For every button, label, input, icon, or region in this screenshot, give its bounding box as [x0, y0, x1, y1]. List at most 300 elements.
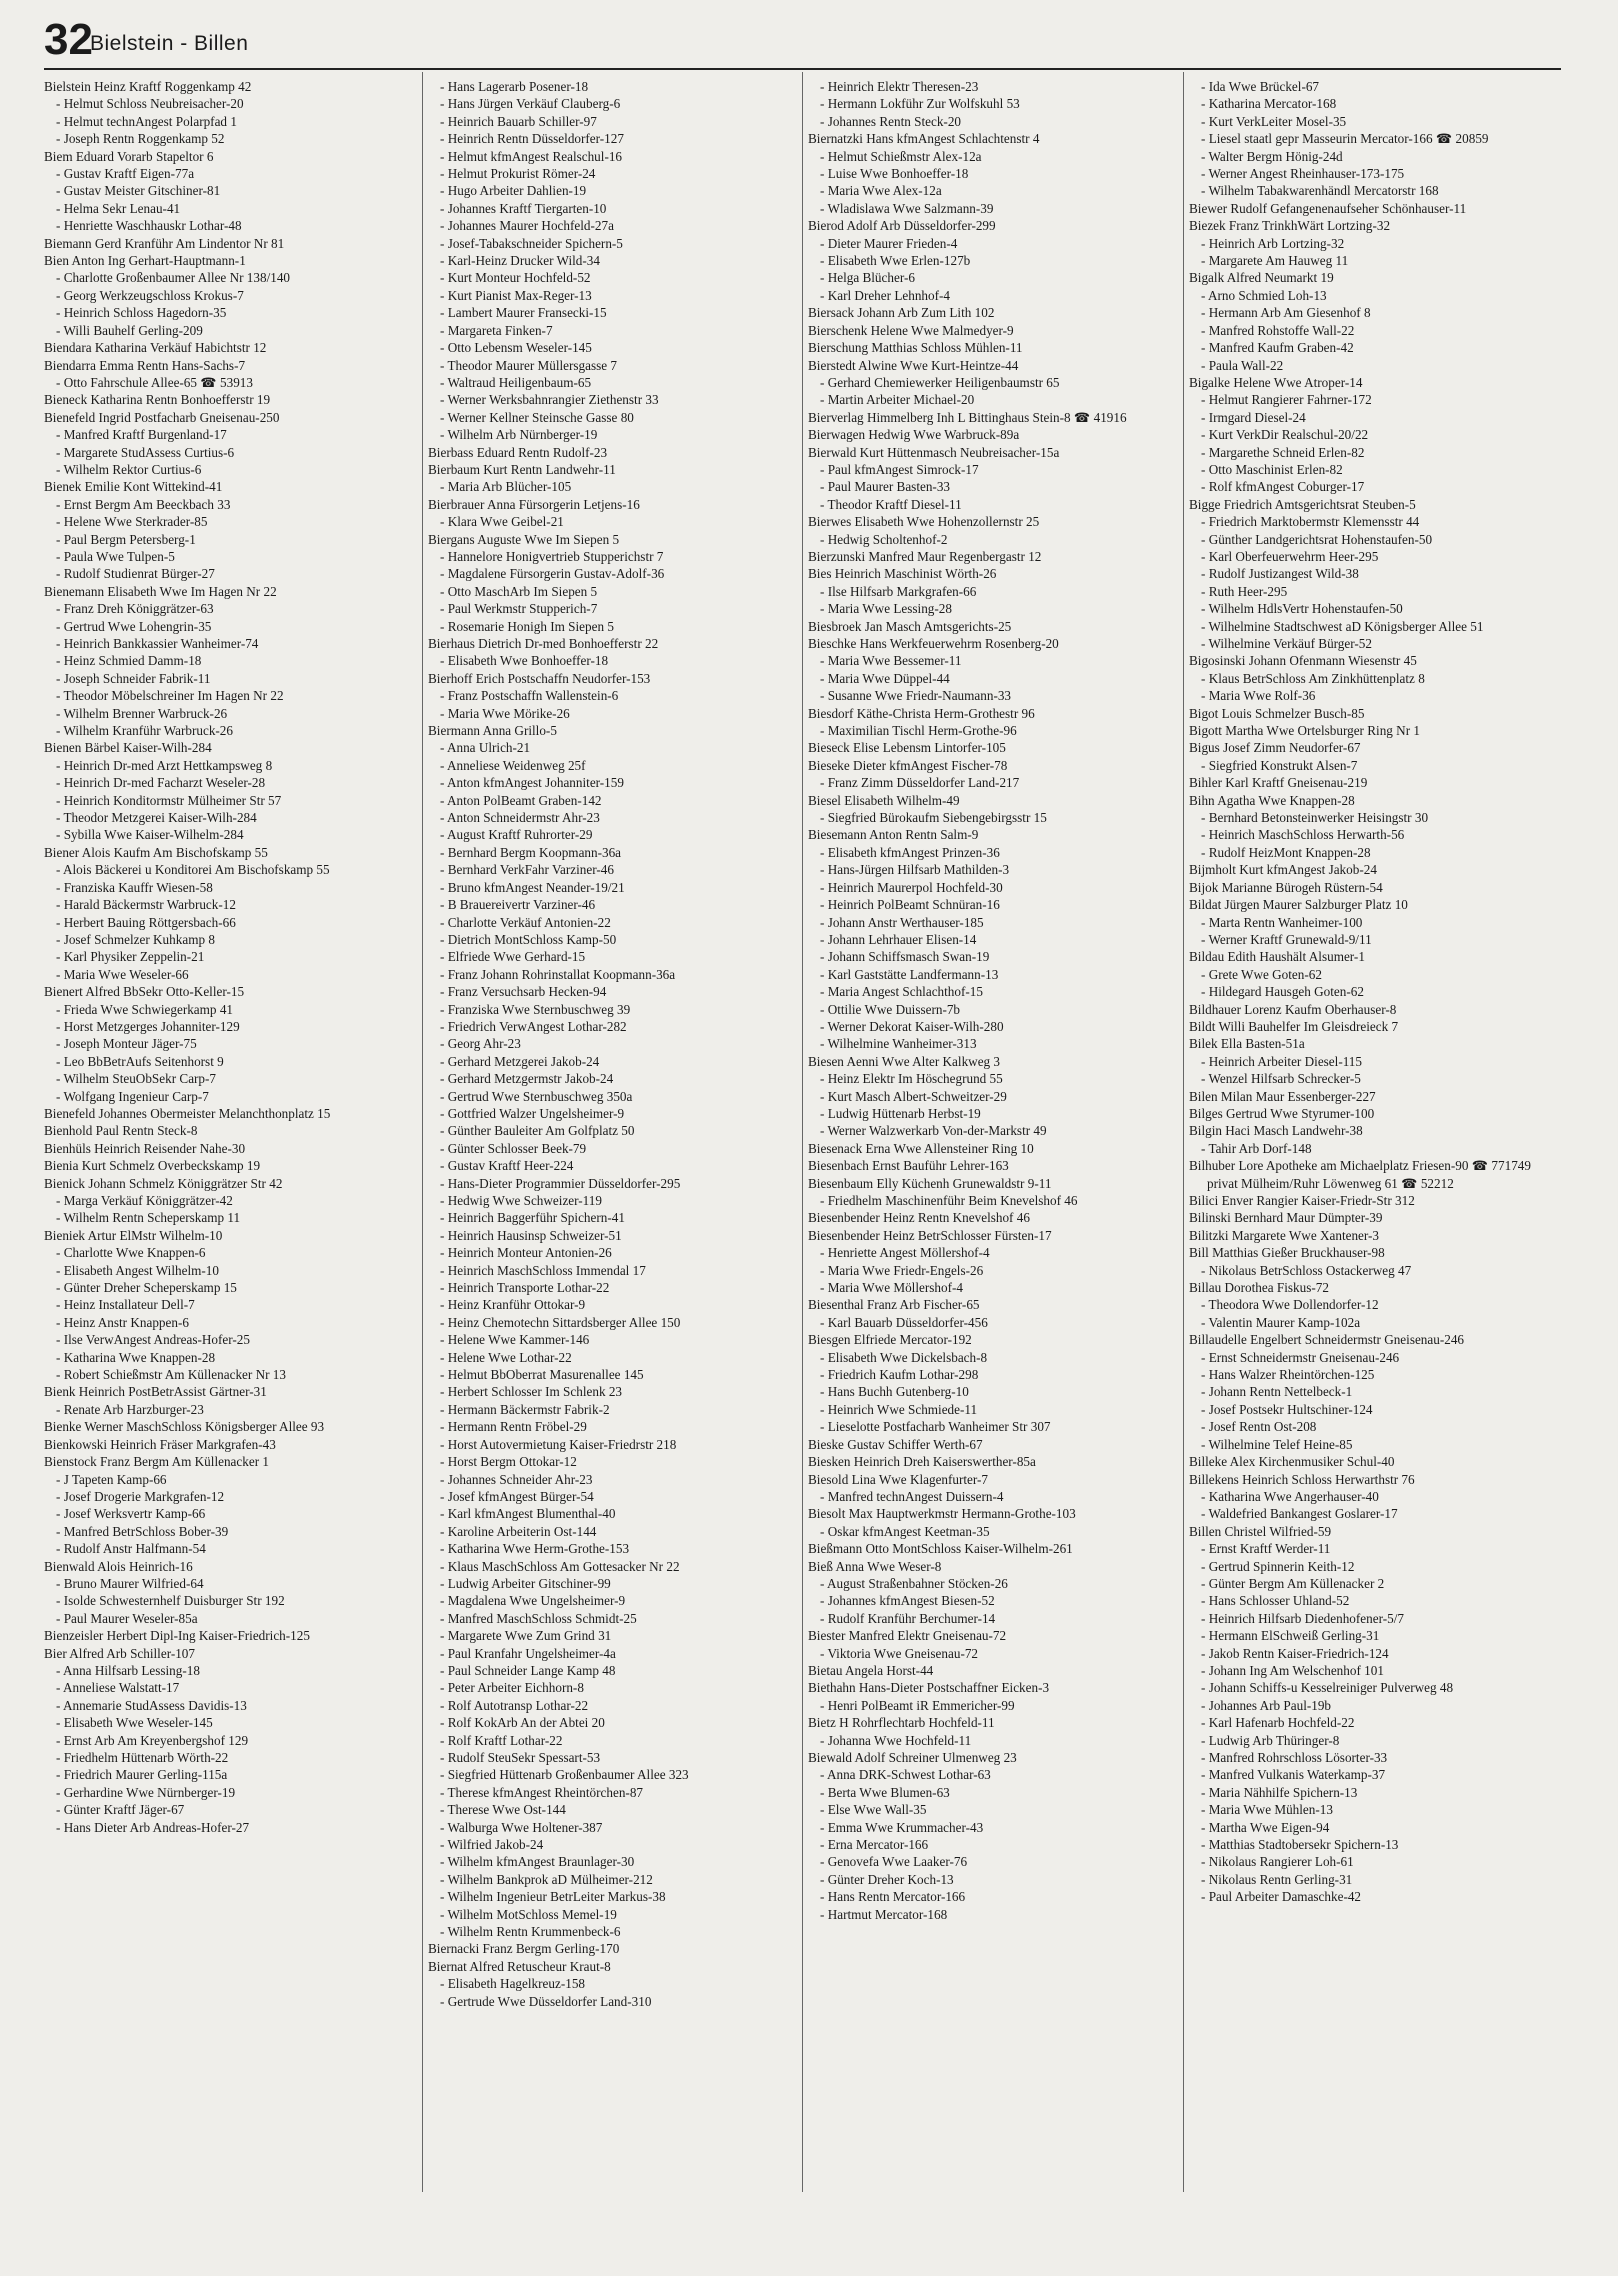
directory-entry: - Elisabeth Wwe Weseler-145	[56, 1715, 213, 1731]
directory-entry: - Elisabeth kfmAngest Prinzen-36	[820, 844, 1000, 860]
running-head: Bielstein - Billen	[90, 32, 249, 55]
column-divider	[1183, 72, 1184, 2192]
directory-entry: - Margarete StudAssess Curtius-6	[56, 444, 235, 460]
directory-entry: Biesgen Elfriede Mercator-192	[808, 1332, 972, 1348]
directory-entry: - Hans Walzer Rheintörchen-125	[1201, 1367, 1375, 1383]
directory-entry: Biesolt Max Hauptwerkmstr Hermann-Grothe-103	[808, 1506, 1076, 1522]
directory-entry: - Johannes Schneider Ahr-23	[440, 1471, 593, 1487]
directory-entry: - Helmut BbOberrat Masurenallee 145	[440, 1367, 644, 1383]
directory-entry: Biener Alois Kaufm Am Bischofskamp 55	[44, 844, 268, 860]
directory-entry: Bienhüls Heinrich Reisender Nahe-30	[44, 1140, 246, 1156]
directory-entry: - August Straßenbahner Stöcken-26	[820, 1575, 1008, 1591]
directory-entry: Bijok Marianne Bürogeh Rüstern-54	[1189, 879, 1383, 895]
directory-entry: - Margarete Am Hauweg 11	[1201, 253, 1349, 269]
directory-entry: - Karl Gaststätte Landfermann-13	[820, 966, 999, 982]
directory-entry: Biesenthal Franz Arb Fischer-65	[808, 1297, 980, 1313]
directory-entry: - Jakob Rentn Kaiser-Friedrich-124	[1201, 1645, 1389, 1661]
directory-entry: Bigge Friedrich Amtsgerichtsrat Steuben-5	[1189, 496, 1416, 512]
directory-entry: - August Kraftf Ruhrorter-29	[440, 827, 593, 843]
directory-entry: - Otto Fahrschule Allee-65 ☎ 53913	[56, 374, 253, 390]
directory-entry: - Werner Kellner Steinsche Gasse 80	[440, 409, 634, 425]
directory-entry: - Margarete Wwe Zum Grind 31	[440, 1628, 612, 1644]
directory-entry: - Manfred technAngest Duissern-4	[820, 1488, 1004, 1504]
directory-entry: - Josef-Tabakschneider Spichern-5	[440, 235, 623, 251]
directory-entry: Bilitzki Margarete Wwe Xantener-3	[1189, 1227, 1380, 1243]
directory-entry: - Paul Kranfahr Ungelsheimer-4a	[440, 1645, 616, 1661]
directory-entry: Billaudelle Engelbert Schneidermstr Gneisenau-246	[1189, 1332, 1465, 1348]
directory-entry: Bilici Enver Rangier Kaiser-Friedr-Str 312	[1189, 1193, 1415, 1208]
directory-entry: - Matthias Stadtobersekr Spichern-13	[1201, 1837, 1399, 1853]
directory-entry: - Friedrich Marktobermstr Klemensstr 44	[1201, 514, 1420, 530]
directory-entry: Bieneck Katharina Rentn Bonhoefferstr 19	[44, 392, 271, 408]
directory-entry: - Hermann Bäckermstr Fabrik-2	[440, 1401, 610, 1417]
directory-entry: - Johannes kfmAngest Biesen-52	[820, 1593, 995, 1609]
directory-entry: - Isolde Schwesternhelf Duisburger Str 192	[56, 1593, 285, 1609]
directory-entry: - Therese kfmAngest Rheintörchen-87	[440, 1784, 644, 1800]
directory-entry: - Magdalene Fürsorgerin Gustav-Adolf-36	[440, 566, 665, 582]
directory-entry: Bienek Emilie Kont Wittekind-41	[44, 479, 223, 495]
directory-entry: - Rosemarie Honigh Im Siepen 5	[440, 618, 614, 634]
directory-entry: - Wilhelm HdlsVertr Hohenstaufen-50	[1201, 601, 1403, 617]
directory-entry: Bigott Martha Wwe Ortelsburger Ring Nr 1	[1189, 723, 1420, 739]
directory-entry: Biesel Elisabeth Wilhelm-49	[808, 792, 960, 808]
directory-entry: Bildt Willi Bauhelfer Im Gleisdreieck 7	[1189, 1018, 1399, 1034]
directory-entry: Bienick Johann Schmelz Königgrätzer Str 42	[44, 1175, 283, 1191]
directory-entry: - Bernhard Bergm Koopmann-36a	[440, 844, 622, 860]
directory-entry: - Gustav Kraftf Heer-224	[440, 1158, 574, 1174]
directory-entry: - Helmut Prokurist Römer-24	[440, 166, 596, 182]
directory-entry: - Günter Dreher Scheperskamp 15	[56, 1280, 237, 1296]
directory-entry: - Horst Autovermietung Kaiser-Friedrstr 218	[440, 1436, 677, 1452]
directory-entry: Biermann Anna Grillo-5	[428, 723, 557, 739]
directory-entry: Bietz H Rohrflechtarb Hochfeld-11	[808, 1715, 995, 1731]
directory-entry: - Heinrich Elektr Theresen-23	[820, 79, 979, 94]
directory-entry: Bigalke Helene Wwe Atroper-14	[1189, 374, 1363, 390]
directory-entry: Bienefeld Johannes Obermeister Melanchthonplatz 15	[44, 1105, 331, 1121]
directory-entry: - Friedrich VerwAngest Lothar-282	[440, 1018, 627, 1034]
directory-entry: Biester Manfred Elektr Gneisenau-72	[808, 1628, 1007, 1644]
directory-entry: Bierod Adolf Arb Düsseldorfer-299	[808, 218, 996, 234]
directory-entry: - Walter Bergm Hönig-24d	[1201, 148, 1343, 164]
directory-entry: - Wilhelm Kranführ Warbruck-26	[56, 723, 233, 739]
directory-entry: - Josef Schmelzer Kuhkamp 8	[56, 931, 215, 947]
directory-entry: - Manfred Rohrschloss Lösorter-33	[1201, 1750, 1388, 1765]
directory-entry: - Waltraud Heiligenbaum-65	[440, 374, 592, 390]
directory-entry: - Helma Sekr Lenau-41	[56, 200, 181, 216]
directory-entry: - Bruno Maurer Wilfried-64	[56, 1575, 204, 1591]
directory-entry: - Horst Metzgerges Johanniter-129	[56, 1018, 240, 1034]
directory-entry: - Wilhelm kfmAngest Braunlager-30	[440, 1854, 635, 1870]
directory-entry: - Kurt Monteur Hochfeld-52	[440, 270, 591, 286]
directory-entry: - Genovefa Wwe Laaker-76	[820, 1854, 968, 1870]
directory-entry: - Helmut Schießmstr Alex-12a	[820, 148, 982, 164]
directory-entry: - Paul Arbeiter Damaschke-42	[1201, 1889, 1362, 1905]
directory-entry: Bier Alfred Arb Schiller-107	[44, 1645, 195, 1661]
directory-entry: - Günter Kraftf Jäger-67	[56, 1802, 185, 1818]
directory-entry: - Kurt VerkDir Realschul-20/22	[1201, 427, 1369, 443]
directory-entry: - Charlotte Wwe Knappen-6	[56, 1245, 206, 1261]
directory-entry: - Marga Verkäuf Königgrätzer-42	[56, 1193, 233, 1208]
directory-entry: - Josef kfmAngest Bürger-54	[440, 1488, 594, 1504]
directory-entry: - Gottfried Walzer Ungelsheimer-9	[440, 1105, 625, 1121]
directory-entry: - Liesel staatl gepr Masseurin Mercator-166 ☎ 20859	[1201, 131, 1489, 147]
directory-entry: Biesenbach Ernst Bauführ Lehrer-163	[808, 1158, 1009, 1174]
directory-entry: Bieseke Dieter kfmAngest Fischer-78	[808, 757, 1008, 773]
directory-entry: Bilgin Haci Masch Landwehr-38	[1189, 1123, 1363, 1139]
directory-entry: - Ernst Arb Am Kreyenbergshof 129	[56, 1732, 249, 1748]
directory-entry: - Karl kfmAngest Blumenthal-40	[440, 1506, 616, 1522]
directory-entry: Biersack Johann Arb Zum Lith 102	[808, 305, 995, 321]
directory-entry: - Maria Wwe Weseler-66	[56, 966, 189, 982]
directory-entry: - Paul Bergm Petersberg-1	[56, 531, 196, 547]
directory-entry: - Ernst Kraftf Werder-11	[1201, 1541, 1331, 1557]
directory-entry: Bierverlag Himmelberg Inh L Bittinghaus Stein-8 ☎ 41916	[808, 409, 1127, 425]
directory-entry: - Emma Wwe Krummacher-43	[820, 1819, 984, 1835]
directory-entry: - Josef Drogerie Markgrafen-12	[56, 1488, 225, 1504]
directory-entry: - Maria Wwe Möllershof-4	[820, 1280, 963, 1296]
directory-entry: - Elisabeth Wwe Bonhoeffer-18	[440, 653, 609, 669]
directory-entry: - Maria Wwe Alex-12a	[820, 183, 942, 199]
directory-entry: - Margareta Finken-7	[440, 322, 553, 338]
directory-entry: - Heinrich Hausinsp Schweizer-51	[440, 1227, 622, 1243]
directory-entry: - Manfred Rohstoffe Wall-22	[1201, 322, 1355, 338]
directory-entry: - Heinrich Monteur Antonien-26	[440, 1245, 612, 1261]
directory-entry: - Karl-Heinz Drucker Wild-34	[440, 253, 600, 269]
directory-entry: Bienwald Alois Heinrich-16	[44, 1558, 193, 1574]
directory-entry: - Herbert Bauing Röttgersbach-66	[56, 914, 236, 930]
directory-entry: - Martin Arbeiter Michael-20	[820, 392, 975, 408]
directory-entry: - Heinrich Arbeiter Diesel-115	[1201, 1053, 1362, 1069]
directory-entry: - Ilse VerwAngest Andreas-Hofer-25	[56, 1332, 250, 1348]
directory-column-4	[1189, 78, 1551, 2253]
directory-entry: - Theodora Wwe Dollendorfer-12	[1201, 1297, 1379, 1313]
directory-entry: - Heinz Elektr Im Höschegrund 55	[820, 1071, 1003, 1087]
directory-entry: - Katharina Wwe Herm-Grothe-153	[440, 1541, 630, 1557]
directory-entry: - Maria Wwe Lessing-28	[820, 601, 952, 617]
directory-entry: - Gustav Kraftf Eigen-77a	[56, 166, 195, 182]
directory-entry: - Heinrich PolBeamt Schnüran-16	[820, 897, 1000, 913]
header-rule	[44, 68, 1561, 70]
directory-entry: Bildau Edith Haushält Alsumer-1	[1189, 949, 1365, 965]
directory-entry: - Marta Rentn Wanheimer-100	[1201, 914, 1363, 930]
directory-entry: Billau Dorothea Fiskus-72	[1189, 1280, 1329, 1296]
directory-entry: Billen Christel Wilfried-59	[1189, 1523, 1332, 1539]
directory-entry: Biesemann Anton Rentn Salm-9	[808, 827, 979, 843]
directory-entry: - Anneliese Weidenweg 25f	[440, 757, 586, 773]
directory-entry: - Johann Lehrhauer Elisen-14	[820, 931, 977, 947]
directory-entry: - Paul Maurer Weseler-85a	[56, 1610, 198, 1626]
directory-entry: - Heinz Kranführ Ottokar-9	[440, 1297, 586, 1313]
directory-entry: - Ludwig Arb Thüringer-8	[1201, 1732, 1340, 1748]
directory-entry: - Hugo Arbeiter Dahlien-19	[440, 183, 587, 199]
directory-entry: - Kurt Masch Albert-Schweitzer-29	[820, 1088, 1007, 1104]
directory-entry: - Leo BbBetrAufs Seitenhorst 9	[56, 1053, 224, 1069]
directory-entry: - Harald Bäckermstr Warbruck-12	[56, 897, 236, 913]
directory-entry: Bildat Jürgen Maurer Salzburger Platz 10	[1189, 897, 1408, 913]
directory-entry: - Theodor Möbelschreiner Im Hagen Nr 22	[56, 688, 284, 704]
directory-entry: - Nikolaus Rentn Gerling-31	[1201, 1871, 1353, 1887]
directory-entry: - Karl Hafenarb Hochfeld-22	[1201, 1715, 1355, 1731]
directory-entry: - Kurt Pianist Max-Reger-13	[440, 287, 592, 303]
directory-entry: - Franz Zimm Düsseldorfer Land-217	[820, 775, 1020, 791]
directory-entry: Bildhauer Lorenz Kaufm Oberhauser-8	[1189, 1001, 1397, 1017]
directory-entry: - Bernhard Betonsteinwerker Heisingstr 30	[1201, 810, 1429, 826]
directory-entry: Bies Heinrich Maschinist Wörth-26	[808, 566, 997, 582]
directory-entry: - B Brauereivertr Varziner-46	[440, 897, 596, 913]
directory-entry: - Johannes Kraftf Tiergarten-10	[440, 200, 607, 216]
directory-entry: - Klara Wwe Geibel-21	[440, 514, 564, 530]
directory-entry: - Heinrich Dr-med Arzt Hettkampsweg 8	[56, 757, 273, 773]
directory-entry: - Johann Schiffs-u Kesselreiniger Pulverweg 48	[1201, 1680, 1454, 1696]
directory-entry: - Joseph Rentn Roggenkamp 52	[56, 131, 225, 147]
directory-entry: - Wilhelm Brenner Warbruck-26	[56, 705, 228, 721]
directory-entry: - Maria Wwe Friedr-Engels-26	[820, 1262, 984, 1278]
directory-entry: - Hans Lagerarb Posener-18	[440, 79, 589, 94]
directory-entry: Bihn Agatha Wwe Knappen-28	[1189, 792, 1355, 808]
directory-entry: - Wenzel Hilfsarb Schrecker-5	[1201, 1071, 1361, 1087]
directory-entry: - Hermann Arb Am Giesenhof 8	[1201, 305, 1371, 321]
directory-entry: Bilges Gertrud Wwe Styrumer-100	[1189, 1105, 1375, 1121]
directory-entry: - Paula Wwe Tulpen-5	[56, 548, 175, 564]
directory-entry: - Anna Hilfsarb Lessing-18	[56, 1662, 200, 1678]
directory-entry: Bienkowski Heinrich Fräser Markgrafen-43	[44, 1436, 276, 1452]
directory-entry: - Johannes Rentn Steck-20	[820, 113, 962, 129]
directory-entry: - Rolf Kraftf Lothar-22	[440, 1732, 563, 1748]
directory-entry: - Paula Wall-22	[1201, 357, 1284, 373]
directory-entry: - Hildegard Hausgeh Goten-62	[1201, 984, 1364, 1000]
directory-entry: - Franziska Kauffr Wiesen-58	[56, 879, 213, 895]
directory-entry: - Franz Postschaffn Wallenstein-6	[440, 688, 619, 704]
directory-entry: - Helga Blücher-6	[820, 270, 915, 286]
directory-entry: Bierwes Elisabeth Wwe Hohenzollernstr 25	[808, 514, 1040, 530]
directory-entry: - Johann Anstr Werthauser-185	[820, 914, 984, 930]
directory-entry: - Gerhard Metzgerei Jakob-24	[440, 1053, 600, 1069]
directory-entry: Bienia Kurt Schmelz Overbeckskamp 19	[44, 1158, 261, 1174]
directory-entry: - Johann Ing Am Welschenhof 101	[1201, 1662, 1384, 1678]
directory-entry: - Dieter Maurer Frieden-4	[820, 235, 958, 251]
directory-entry: Bierwald Kurt Hüttenmasch Neubreisacher-15a	[808, 444, 1060, 460]
directory-entry: - Ottilie Wwe Duissern-7b	[820, 1001, 961, 1017]
directory-entry: Bienert Alfred BbSekr Otto-Keller-15	[44, 984, 245, 1000]
directory-entry: - Berta Wwe Blumen-63	[820, 1784, 950, 1800]
directory-entry: Bießmann Otto MontSchloss Kaiser-Wilhelm-261	[808, 1541, 1073, 1557]
directory-entry: - Maximilian Tischl Herm-Grothe-96	[820, 723, 1017, 739]
directory-entry: - Karl Physiker Zeppelin-21	[56, 949, 205, 965]
directory-entry: - Annemarie StudAssess Davidis-13	[56, 1697, 247, 1713]
directory-entry: - Rudolf Studienrat Bürger-27	[56, 566, 215, 582]
directory-entry: Biernat Alfred Retuscheur Kraut-8	[428, 1958, 611, 1974]
directory-entry: - Lieselotte Postfacharb Wanheimer Str 307	[820, 1419, 1051, 1435]
directory-entry: - Karl Bauarb Düsseldorfer-456	[820, 1314, 988, 1330]
directory-entry: - Arno Schmied Loh-13	[1201, 287, 1327, 303]
directory-entry: - Günter Dreher Koch-13	[820, 1871, 954, 1887]
directory-entry: - Gustav Meister Gitschiner-81	[56, 183, 221, 199]
directory-entry: - Werner Kraftf Grunewald-9/11	[1201, 931, 1372, 947]
directory-entry: - Rolf KokArb An der Abtei 20	[440, 1715, 605, 1731]
directory-entry: - Irmgard Diesel-24	[1201, 409, 1306, 425]
directory-entry: Bielstein Heinz Kraftf Roggenkamp 42	[44, 79, 252, 94]
directory-entry: Biesbroek Jan Masch Amtsgerichts-25	[808, 618, 1012, 634]
directory-entry: - Otto Lebensm Weseler-145	[440, 340, 592, 356]
directory-entry: - Anton PolBeamt Graben-142	[440, 792, 602, 808]
directory-entry: - Ernst Bergm Am Beeckbach 33	[56, 496, 231, 512]
directory-entry: - Anton Schneidermstr Ahr-23	[440, 810, 600, 826]
directory-entry: - Helene Wwe Sterkrader-85	[56, 514, 208, 530]
directory-entry: Bilhuber Lore Apotheke am Michaelplatz Friesen-90 ☎ 771749 privat Mülheim/Ruhr Löwenweg 61 ☎ 52212	[1189, 1158, 1531, 1191]
directory-entry: - Ernst Schneidermstr Gneisenau-246	[1201, 1349, 1400, 1365]
directory-entry: Bienhold Paul Rentn Steck-8	[44, 1123, 198, 1139]
directory-entry: - Heinrich Wwe Schmiede-11	[820, 1401, 978, 1417]
directory-entry: - Franz Versuchsarb Hecken-94	[440, 984, 607, 1000]
directory-entry: - Josef Werksvertr Kamp-66	[56, 1506, 206, 1522]
directory-entry: - Rudolf SteuSekr Spessart-53	[440, 1750, 601, 1765]
directory-entry: Bieske Gustav Schiffer Werth-67	[808, 1436, 983, 1452]
directory-entry: - Wilhelm Tabakwarenhändl Mercatorstr 168	[1201, 183, 1439, 199]
directory-entry: - Paul Schneider Lange Kamp 48	[440, 1662, 616, 1678]
directory-column-1	[44, 78, 406, 2253]
directory-entry: - Sybilla Wwe Kaiser-Wilhelm-284	[56, 827, 244, 843]
directory-entry: Bien Anton Ing Gerhart-Hauptmann-1	[44, 253, 246, 269]
directory-entry: - Maria Nähhilfe Spichern-13	[1201, 1784, 1358, 1800]
directory-entry: - Friedhelm Hüttenarb Wörth-22	[56, 1750, 229, 1765]
directory-entry: Biergans Auguste Wwe Im Siepen 5	[428, 531, 620, 547]
directory-entry: - Günther Bauleiter Am Golfplatz 50	[440, 1123, 635, 1139]
directory-entry: - Charlotte Großenbaumer Allee Nr 138/140	[56, 270, 291, 286]
directory-entry: Biesen Aenni Wwe Alter Kalkweg 3	[808, 1053, 1001, 1069]
directory-entry: - Wilhelm SteuObSekr Carp-7	[56, 1071, 217, 1087]
directory-entry: - Klaus BetrSchloss Am Zinkhüttenplatz 8	[1201, 670, 1425, 686]
directory-entry: - Friedrich Kaufm Lothar-298	[820, 1367, 979, 1383]
directory-entry: - Maria Angest Schlachthof-15	[820, 984, 983, 1000]
directory-entry: Biesken Heinrich Dreh Kaiserswerther-85a	[808, 1454, 1036, 1470]
directory-entry: - Herbert Schlosser Im Schlenk 23	[440, 1384, 623, 1400]
directory-entry: - Helmut Schloss Neubreisacher-20	[56, 96, 244, 112]
directory-entry: Billeke Alex Kirchenmusiker Schul-40	[1189, 1454, 1395, 1470]
directory-entry: - Elisabeth Wwe Erlen-127b	[820, 253, 971, 269]
directory-entry: - Hans Dieter Arb Andreas-Hofer-27	[56, 1819, 250, 1835]
directory-entry: Biesenack Erna Wwe Allensteiner Ring 10	[808, 1140, 1034, 1156]
directory-entry: - Nikolaus Rangierer Loh-61	[1201, 1854, 1354, 1870]
directory-entry: - Helmut Rangierer Fahrner-172	[1201, 392, 1372, 408]
directory-entry: - Karl Oberfeuerwehrm Heer-295	[1201, 548, 1379, 564]
directory-entry: - Friedhelm Maschinenführ Beim Knevelshof 46	[820, 1193, 1078, 1208]
directory-entry: - Wolfgang Ingenieur Carp-7	[56, 1088, 209, 1104]
directory-entry: Biemann Gerd Kranführ Am Lindentor Nr 81	[44, 235, 285, 251]
directory-entry: - Katharina Wwe Knappen-28	[56, 1349, 216, 1365]
directory-entry: - Franziska Wwe Sternbuschweg 39	[440, 1001, 631, 1017]
directory-entry: - Hermann ElSchweiß Gerling-31	[1201, 1628, 1380, 1644]
directory-entry: - Helene Wwe Kammer-146	[440, 1332, 590, 1348]
directory-entry: Bieß Anna Wwe Weser-8	[808, 1558, 942, 1574]
directory-entry: - Gertrud Wwe Lohengrin-35	[56, 618, 212, 634]
directory-entry: Bierstedt Alwine Wwe Kurt-Heintze-44	[808, 357, 1019, 373]
directory-entry: - Maria Wwe Bessemer-11	[820, 653, 962, 669]
directory-entry: - Manfred Kaufm Graben-42	[1201, 340, 1354, 356]
directory-entry: Bigosinski Johann Ofenmann Wiesenstr 45	[1189, 653, 1417, 669]
directory-entry: - Rudolf Kranführ Berchumer-14	[820, 1610, 996, 1626]
directory-entry: - Ludwig Arbeiter Gitschiner-99	[440, 1575, 611, 1591]
directory-entry: Biernatzki Hans kfmAngest Schlachtenstr 4	[808, 131, 1040, 147]
directory-entry: - Werner Angest Rheinhauser-173-175	[1201, 166, 1405, 182]
directory-entry: - Ilse Hilfsarb Markgrafen-66	[820, 583, 977, 599]
directory-entry: Biewer Rudolf Gefangenenaufseher Schönhauser-11	[1189, 200, 1467, 216]
directory-entry: - Maria Wwe Rolf-36	[1201, 688, 1316, 704]
directory-entry: - Heinz Installateur Dell-7	[56, 1297, 195, 1313]
directory-entry: - Luise Wwe Bonhoeffer-18	[820, 166, 969, 182]
directory-entry: - Karl Dreher Lehnhof-4	[820, 287, 950, 303]
directory-entry: - Wilhelmine Telef Heine-85	[1201, 1436, 1353, 1452]
directory-entry: Bienen Bärbel Kaiser-Wilh-284	[44, 740, 212, 756]
directory-entry: - Heinrich Arb Lortzing-32	[1201, 235, 1345, 251]
directory-entry: - Josef Rentn Ost-208	[1201, 1419, 1317, 1435]
directory-entry: - Otto MaschArb Im Siepen 5	[440, 583, 598, 599]
directory-entry: - Heinrich Bauarb Schiller-97	[440, 113, 597, 129]
directory-entry: - Heinrich Rentn Düsseldorfer-127	[440, 131, 624, 147]
directory-entry: Bieseck Elise Lebensm Lintorfer-105	[808, 740, 1006, 756]
directory-entry: Bigot Louis Schmelzer Busch-85	[1189, 705, 1365, 721]
directory-entry: Bigus Josef Zimm Neudorfer-67	[1189, 740, 1361, 756]
directory-entry: - Gertrud Wwe Sternbuschweg 350a	[440, 1088, 633, 1104]
directory-entry: - Wilhelm Rentn Scheperskamp 11	[56, 1210, 241, 1226]
directory-entry: - Valentin Maurer Kamp-102a	[1201, 1314, 1361, 1330]
directory-entry: - Bernhard VerkFahr Varziner-46	[440, 862, 614, 878]
directory-entry: - Anneliese Walstatt-17	[56, 1680, 180, 1696]
directory-entry: Bienemann Elisabeth Wwe Im Hagen Nr 22	[44, 583, 277, 599]
directory-entry: - Wilhelm Bankprok aD Mülheimer-212	[440, 1871, 653, 1887]
directory-entry: Biesold Lina Wwe Klagenfurter-7	[808, 1471, 989, 1487]
directory-entry: - Wilhelmine Wanheimer-313	[820, 1036, 977, 1052]
directory-entry: - Heinrich MaschSchloss Immendal 17	[440, 1262, 646, 1278]
directory-entry: - Rolf Autotransp Lothar-22	[440, 1697, 589, 1713]
directory-entry: - Georg Ahr-23	[440, 1036, 521, 1052]
directory-entry: - Alois Bäckerei u Konditorei Am Bischofskamp 55	[56, 862, 330, 878]
directory-entry: - Georg Werkzeugschloss Krokus-7	[56, 287, 244, 303]
directory-entry: - Wladislawa Wwe Salzmann-39	[820, 200, 994, 216]
directory-entry: - Elisabeth Hagelkreuz-158	[440, 1976, 586, 1992]
directory-entry: - Ruth Heer-295	[1201, 583, 1288, 599]
directory-entry: - Gertrude Wwe Düsseldorfer Land-310	[440, 1993, 652, 2009]
directory-entry: - Maria Wwe Düppel-44	[820, 670, 950, 686]
directory-entry: - Hermann Lokführ Zur Wolfskuhl 53	[820, 96, 1020, 112]
directory-entry: Biem Eduard Vorarb Stapeltor 6	[44, 148, 214, 164]
directory-entry: - Hermann Rentn Fröbel-29	[440, 1419, 587, 1435]
directory-entry: - Heinrich Baggerführ Spichern-41	[440, 1210, 625, 1226]
directory-entry: - Manfred Vulkanis Waterkamp-37	[1201, 1767, 1386, 1783]
directory-entry: - Friedrich Maurer Gerling-115a	[56, 1767, 228, 1783]
directory-entry: - Josef Postsekr Hultschiner-124	[1201, 1401, 1373, 1417]
directory-entry: - Ludwig Hüttenarb Herbst-19	[820, 1105, 981, 1121]
directory-entry: - Siegfried Hüttenarb Großenbaumer Allee 323	[440, 1767, 689, 1783]
directory-entry: Biesenbaum Elly Küchenh Grunewaldstr 9-11	[808, 1175, 1052, 1191]
directory-entry: - Charlotte Verkäuf Antonien-22	[440, 914, 611, 930]
directory-entry: - Hans Jürgen Verkäuf Clauberg-6	[440, 96, 621, 112]
directory-entry: Bierbrauer Anna Fürsorgerin Letjens-16	[428, 496, 640, 512]
directory-entry: - Theodor Kraftf Diesel-11	[820, 496, 962, 512]
directory-entry: - Hannelore Honigvertrieb Stupperichstr 7	[440, 548, 664, 564]
directory-entry: Bilek Ella Basten-51a	[1189, 1036, 1305, 1052]
directory-entry: - Heinrich Maurerpol Hochfeld-30	[820, 879, 1003, 895]
directory-entry: Bill Matthias Gießer Bruckhauser-98	[1189, 1245, 1385, 1261]
directory-entry: - Robert Schießmstr Am Küllenacker Nr 13	[56, 1367, 286, 1383]
directory-entry: - Theodor Metzgerei Kaiser-Wilh-284	[56, 810, 257, 826]
directory-entry: - Heinz Anstr Knappen-6	[56, 1314, 189, 1330]
directory-entry: Bienefeld Ingrid Postfacharb Gneisenau-250	[44, 409, 280, 425]
directory-entry: Bierhoff Erich Postschaffn Neudorfer-153	[428, 670, 651, 686]
directory-entry: - Heinrich Bankkassier Wanheimer-74	[56, 636, 259, 651]
directory-entry: - Hans-Jürgen Hilfsarb Mathilden-3	[820, 862, 1010, 878]
directory-entry: - Gerhard Metzgermstr Jakob-24	[440, 1071, 614, 1087]
directory-entry: - Heinrich Konditormstr Mülheimer Str 57	[56, 792, 282, 808]
